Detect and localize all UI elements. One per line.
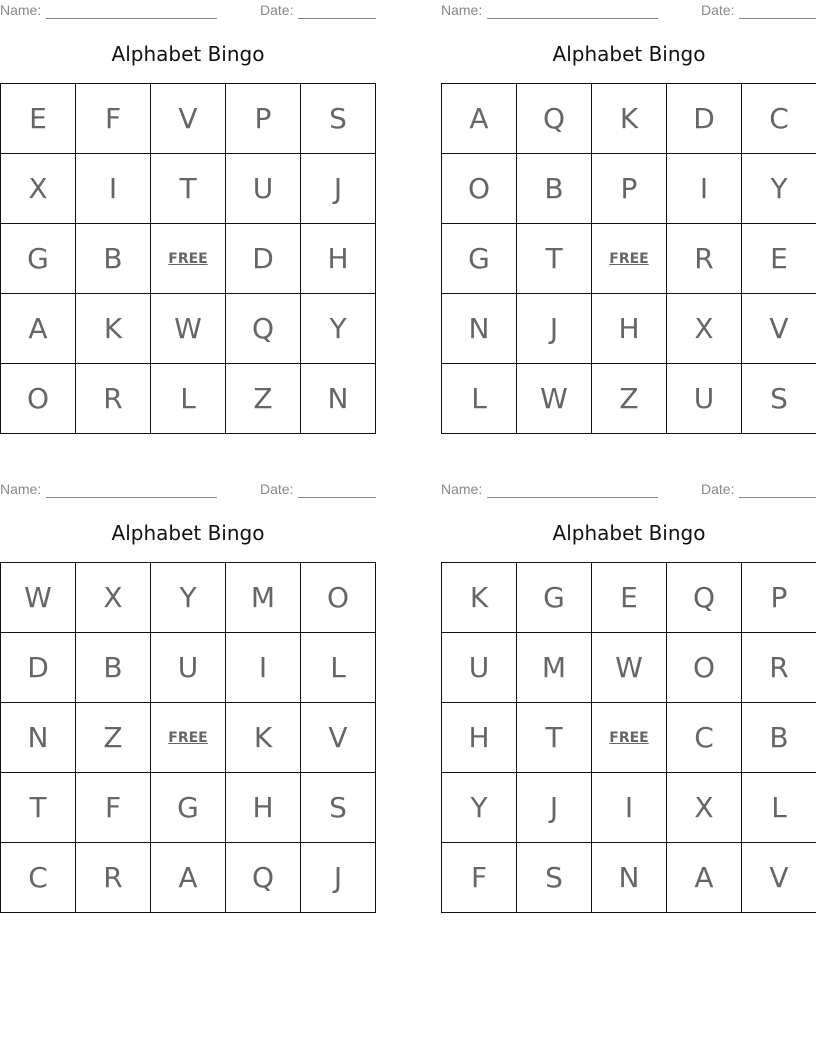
letter-cell: O — [442, 154, 517, 224]
letter-cell: M — [517, 633, 592, 703]
letter-cell: W — [592, 633, 667, 703]
letter-cell: H — [301, 224, 376, 294]
card-title: Alphabet Bingo — [111, 42, 265, 66]
grid-row — [442, 843, 816, 913]
date-line — [298, 497, 376, 498]
bingo-grid — [0, 83, 376, 434]
letter-cell: E — [592, 563, 667, 633]
letter-cell: G — [442, 224, 517, 294]
letter-cell: R — [667, 224, 742, 294]
letter-cell: T — [517, 224, 592, 294]
letter-cell: I — [667, 154, 742, 224]
letter-cell: N — [442, 294, 517, 364]
card-title: Alphabet Bingo — [111, 521, 265, 545]
letter-cell: V — [301, 703, 376, 773]
letter-cell: K — [226, 703, 301, 773]
card-title: Alphabet Bingo — [552, 521, 706, 545]
letter-cell: R — [76, 843, 151, 913]
letter-cell: L — [151, 364, 226, 434]
letter-cell: V — [742, 294, 816, 364]
grid-row — [442, 563, 816, 633]
name-line — [487, 18, 658, 19]
date-line — [298, 18, 376, 19]
letter-cell: V — [742, 843, 816, 913]
date-line — [739, 497, 816, 498]
letter-cell: O — [1, 364, 76, 434]
letter-cell: X — [76, 563, 151, 633]
letter-cell: I — [76, 154, 151, 224]
letter-cell: I — [592, 773, 667, 843]
letter-cell: X — [1, 154, 76, 224]
bingo-grid — [441, 83, 816, 434]
letter-cell: L — [301, 633, 376, 703]
letter-cell: U — [667, 364, 742, 434]
letter-cell: Q — [667, 563, 742, 633]
free-cell: FREE — [592, 703, 667, 773]
grid-row — [442, 294, 816, 364]
letter-cell: K — [76, 294, 151, 364]
name-line — [46, 497, 217, 498]
letter-cell: J — [301, 154, 376, 224]
bingo-card — [441, 0, 816, 435]
letter-cell: F — [76, 773, 151, 843]
bingo-grid — [441, 562, 816, 913]
grid-row — [1, 563, 376, 633]
grid-row — [1, 154, 376, 224]
letter-cell: G — [1, 224, 76, 294]
letter-cell: C — [667, 703, 742, 773]
grid-row — [442, 224, 816, 294]
grid-row — [1, 633, 376, 703]
name-line — [487, 497, 658, 498]
free-cell: FREE — [151, 703, 226, 773]
letter-cell: X — [667, 773, 742, 843]
free-cell: FREE — [151, 224, 226, 294]
letter-cell: L — [742, 773, 816, 843]
grid-row — [1, 84, 376, 154]
letter-cell: A — [1, 294, 76, 364]
letter-cell: K — [442, 563, 517, 633]
letter-cell: E — [1, 84, 76, 154]
letter-cell: O — [667, 633, 742, 703]
letter-cell: Y — [301, 294, 376, 364]
card-header — [441, 2, 816, 20]
grid-row — [442, 703, 816, 773]
letter-cell: H — [592, 294, 667, 364]
grid-row — [442, 364, 816, 434]
letter-cell: S — [301, 773, 376, 843]
grid-row — [1, 843, 376, 913]
letter-cell: H — [442, 703, 517, 773]
letter-cell: H — [226, 773, 301, 843]
letter-cell: T — [151, 154, 226, 224]
card-header — [441, 481, 816, 499]
letter-cell: N — [301, 364, 376, 434]
letter-cell: P — [742, 563, 816, 633]
letter-cell: B — [76, 633, 151, 703]
letter-cell: C — [742, 84, 816, 154]
letter-cell: P — [592, 154, 667, 224]
card-title: Alphabet Bingo — [552, 42, 706, 66]
letter-cell: W — [1, 563, 76, 633]
letter-cell: U — [226, 154, 301, 224]
name-label: Name: — [0, 481, 42, 497]
bingo-card — [441, 479, 816, 914]
letter-cell: D — [226, 224, 301, 294]
letter-cell: P — [226, 84, 301, 154]
letter-cell: N — [1, 703, 76, 773]
letter-cell: W — [517, 364, 592, 434]
letter-cell: T — [517, 703, 592, 773]
letter-cell: M — [226, 563, 301, 633]
letter-cell: A — [442, 84, 517, 154]
letter-cell: Q — [226, 843, 301, 913]
card-header — [0, 481, 376, 499]
letter-cell: T — [1, 773, 76, 843]
letter-cell: N — [592, 843, 667, 913]
grid-row — [1, 294, 376, 364]
letter-cell: G — [151, 773, 226, 843]
letter-cell: B — [517, 154, 592, 224]
date-line — [739, 18, 816, 19]
grid-row — [1, 364, 376, 434]
letter-cell: J — [517, 294, 592, 364]
grid-row — [1, 224, 376, 294]
letter-cell: W — [151, 294, 226, 364]
grid-row — [442, 633, 816, 703]
letter-cell: Q — [226, 294, 301, 364]
letter-cell: Q — [517, 84, 592, 154]
letter-cell: Z — [76, 703, 151, 773]
name-line — [46, 18, 217, 19]
letter-cell: G — [517, 563, 592, 633]
letter-cell: J — [517, 773, 592, 843]
letter-cell: L — [442, 364, 517, 434]
letter-cell: A — [151, 843, 226, 913]
letter-cell: Z — [592, 364, 667, 434]
letter-cell: A — [667, 843, 742, 913]
letter-cell: U — [442, 633, 517, 703]
letter-cell: K — [592, 84, 667, 154]
date-label: Date: — [701, 2, 735, 18]
date-label: Date: — [260, 481, 294, 497]
letter-cell: S — [517, 843, 592, 913]
grid-row — [1, 703, 376, 773]
letter-cell: Y — [742, 154, 816, 224]
free-cell: FREE — [592, 224, 667, 294]
date-label: Date: — [260, 2, 294, 18]
letter-cell: B — [742, 703, 816, 773]
letter-cell: F — [76, 84, 151, 154]
letter-cell: R — [742, 633, 816, 703]
letter-cell: S — [742, 364, 816, 434]
letter-cell: B — [76, 224, 151, 294]
letter-cell: R — [76, 364, 151, 434]
bingo-grid — [0, 562, 376, 913]
letter-cell: Z — [226, 364, 301, 434]
letter-cell: O — [301, 563, 376, 633]
name-label: Name: — [0, 2, 42, 18]
letter-cell: Y — [442, 773, 517, 843]
letter-cell: Y — [151, 563, 226, 633]
letter-cell: I — [226, 633, 301, 703]
letter-cell: D — [667, 84, 742, 154]
letter-cell: F — [442, 843, 517, 913]
letter-cell: U — [151, 633, 226, 703]
name-label: Name: — [441, 481, 483, 497]
letter-cell: D — [1, 633, 76, 703]
letter-cell: E — [742, 224, 816, 294]
card-header — [0, 2, 376, 20]
grid-row — [442, 773, 816, 843]
bingo-card — [0, 0, 376, 435]
grid-row — [442, 154, 816, 224]
letter-cell: V — [151, 84, 226, 154]
date-label: Date: — [701, 481, 735, 497]
letter-cell: C — [1, 843, 76, 913]
letter-cell: S — [301, 84, 376, 154]
name-label: Name: — [441, 2, 483, 18]
letter-cell: J — [301, 843, 376, 913]
letter-cell: X — [667, 294, 742, 364]
grid-row — [1, 773, 376, 843]
grid-row — [442, 84, 816, 154]
bingo-card — [0, 479, 376, 914]
